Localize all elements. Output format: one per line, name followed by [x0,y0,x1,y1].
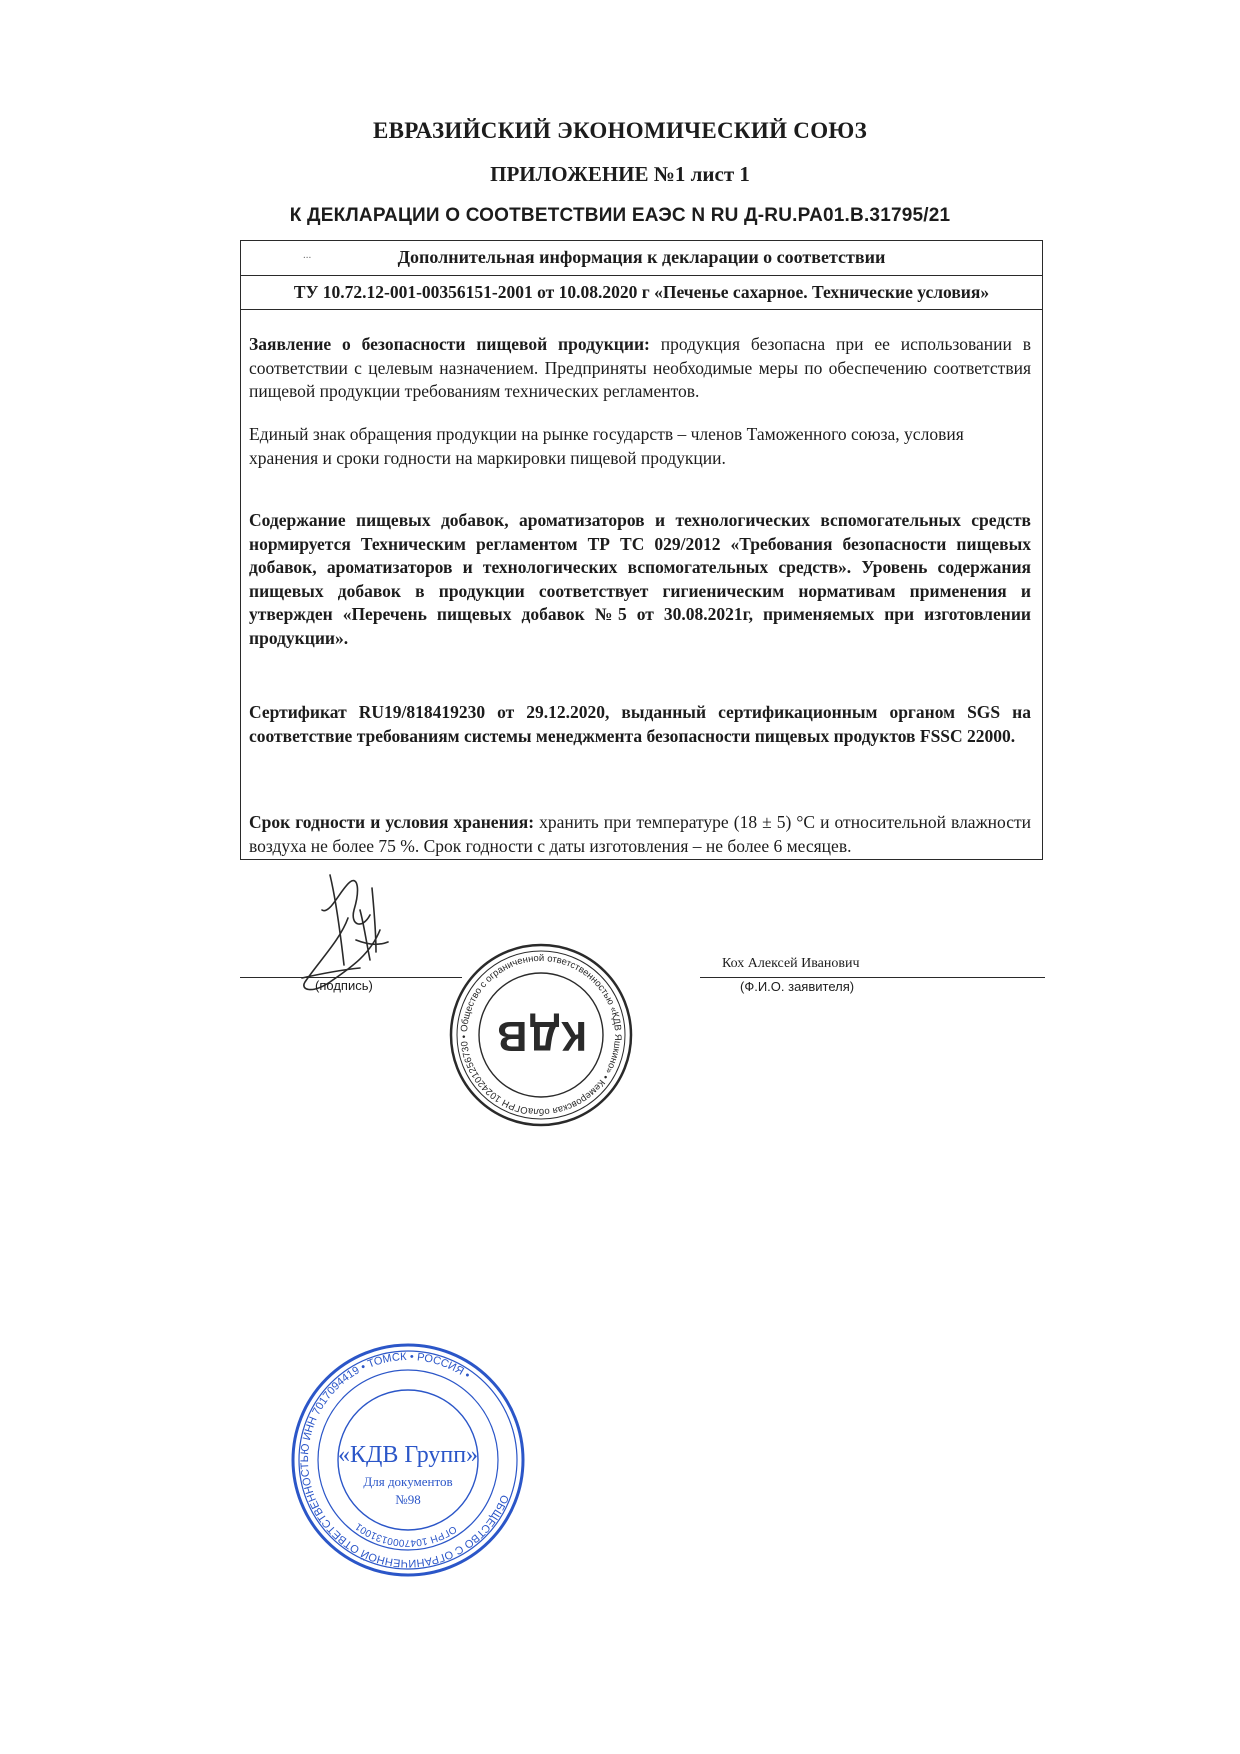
svg-text:Для документов: Для документов [363,1474,453,1489]
table-title [241,241,1042,276]
safety-statement [249,333,1031,404]
declaration-title: К ДЕКЛАРАЦИИ О СООТВЕТСТВИИ ЕАЭС N RU Д-RU.PA01.B.31795/21 [289,205,951,226]
svg-text:№98: №98 [395,1492,421,1507]
additives-statement: Содержание пищевых добавок, ароматизаторов и технологических вспомогательных средств нормируется Техническим регламентом ТР ТС 029/2012 «Требования безопасности пищевых добавок, ароматизаторов и технологических вспомогательных средств». Уровень содержания пищевых добавок в продукции соответствует гигиеническим нормативам применения и утвержден «Перечень пищевых добавок №5 от 30.08.2021г, применяемых при изготовлении продукции». [249,510,1031,648]
scan-dots: ... [303,249,312,261]
svg-text:ОБЩЕСТВО С ОГРАНИЧЕННОЙ ОТВЕТС: ОБЩЕСТВО С ОГРАНИЧЕННОЙ ОТВЕТСТВЕННОСТЬЮ ИНН 7017094419 • ТОМСК • РОССИЯ • [298,1350,511,1570]
tu-line: ТУ 10.72.12-001-00356151-2001 от 10.08.2020 г «Печенье сахарное. Технические условия» [241,276,1042,310]
safety-text: продукция безопасна при ее использовании в соответствии с целевым назначением. Предприняты необходимые меры по обеспечению соответствия пищевой продукции требованиям технических регламентов. [249,334,1032,401]
storage-statement [249,811,1031,858]
svg-text:КДВ: КДВ [495,1013,587,1060]
svg-text:ОГРН 1024201256730 • Общество: ОГРН 1024201256730 • Общество с ограниченной ответственностью «КДВ Яшкино» • Кемеровская область, [458,952,624,1118]
info-table [240,240,1043,860]
safety-label: Заявление о безопасности пищевой продукции: [249,334,650,354]
appendix-title: ПРИЛОЖЕНИЕ №1 лист 1 [490,162,750,186]
applicant-name-caption: (Ф.И.О. заявителя) [740,979,855,994]
company-seal-blue [288,1340,528,1580]
union-title: ЕВРАЗИЙСКИЙ ЭКОНОМИЧЕСКИЙ СОЮЗ [372,118,868,143]
storage-text: хранить при температуре (18 ± 5) °С и относительной влажности воздуха не более 75 %. Срок годности с даты изготовления – не более 6 месяцев. [249,812,1031,856]
signature-caption: (подпись) [315,978,373,993]
company-seal-black [446,940,636,1130]
table-title-text: Дополнительная информация к декларации о соответствии [397,247,886,267]
svg-text:ОГРН 1047000131001: ОГРН 1047000131001 [353,1520,459,1549]
storage-label: Срок годности и условия хранения: [249,812,535,832]
certificate-statement: Сертификат RU19/818419230 от 29.12.2020, выданный сертификационным органом SGS на соответствие требованиям системы менеджмента безопасности пищевых продуктов FSSC 22000. [249,702,1031,746]
applicant-name: Кох Алексей Иванович [722,956,860,971]
marking-statement: Единый знак обращения продукции на рынке государств – членов Таможенного союза, условия хранения и сроки годности на маркировки пищевой продукции. [249,424,964,468]
name-line [700,977,1045,978]
svg-text:«КДВ Групп»: «КДВ Групп» [337,1442,479,1468]
